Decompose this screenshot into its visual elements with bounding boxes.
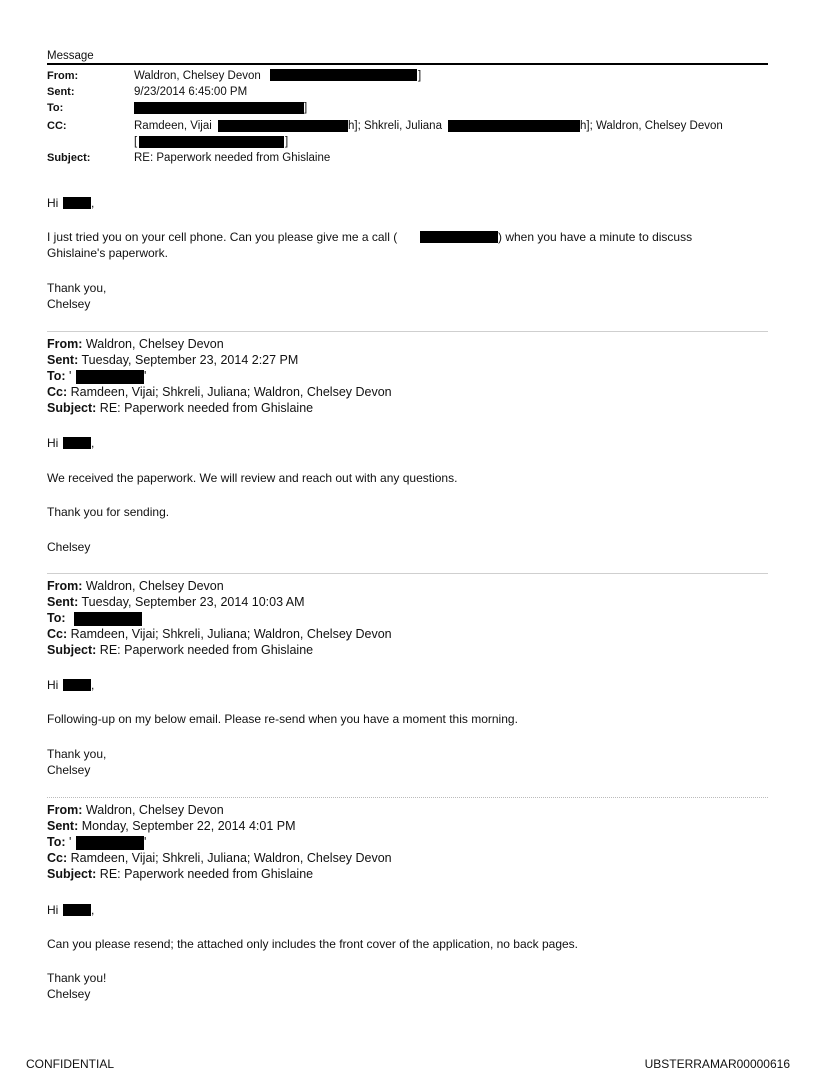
signature: Chelsey: [47, 540, 91, 554]
from-value: Waldron, Chelsey Devon: [134, 70, 261, 82]
to-label: To:: [47, 102, 64, 114]
message-label: Message: [47, 50, 94, 62]
quoted-to-close: ': [144, 369, 147, 383]
greeting: Hi: [47, 678, 59, 692]
quoted-sent: Sent: Monday, September 22, 2014 4:01 PM: [47, 819, 296, 833]
redaction: [63, 679, 91, 691]
redaction: [63, 437, 91, 449]
quoted-cc: Cc: Ramdeen, Vijai; Shkreli, Juliana; Waldron, Chelsey Devon: [47, 627, 392, 641]
sent-label: Sent:: [47, 86, 75, 98]
quoted-from: From: Waldron, Chelsey Devon: [47, 803, 224, 817]
redaction: [270, 69, 417, 81]
signoff: Thank you,: [47, 281, 107, 295]
cc-value-2: h]; Shkreli, Juliana: [348, 120, 442, 132]
sent-value: 9/23/2014 6:45:00 PM: [134, 86, 248, 98]
quoted-subject: Subject: RE: Paperwork needed from Ghislaine: [47, 867, 314, 881]
header-rule: [47, 63, 768, 65]
signoff: Thank you,: [47, 747, 107, 761]
body-line: I just tried you on your cell phone. Can you please give me a call (: [47, 230, 398, 244]
greeting-comma: ,: [91, 436, 95, 450]
quoted-cc: Cc: Ramdeen, Vijai; Shkreli, Juliana; Waldron, Chelsey Devon: [47, 385, 392, 399]
redaction: [420, 231, 498, 243]
redaction: [63, 197, 91, 209]
quoted-from: From: Waldron, Chelsey Devon: [47, 579, 224, 593]
cc-open-bracket: [: [134, 136, 138, 148]
signature: Chelsey: [47, 763, 91, 777]
body-line: ) when you have a minute to discuss: [498, 230, 693, 244]
cc-label: CC:: [47, 120, 67, 132]
greeting-comma: ,: [91, 903, 95, 917]
greeting-comma: ,: [91, 678, 95, 692]
divider: [47, 573, 768, 574]
signoff: Thank you!: [47, 971, 107, 985]
to-close-bracket: ]: [304, 102, 308, 114]
body-line: Can you please resend; the attached only includes the front cover of the application, no back pages.: [47, 937, 579, 951]
redaction: [448, 120, 580, 132]
body-line: We received the paperwork. We will review and reach out with any questions.: [47, 471, 458, 485]
quoted-subject: Subject: RE: Paperwork needed from Ghislaine: [47, 643, 314, 657]
greeting: Hi: [47, 903, 59, 917]
quoted-to-close: ': [144, 835, 147, 849]
redaction: [139, 136, 284, 148]
greeting: Hi: [47, 436, 59, 450]
divider: [47, 331, 768, 332]
from-close-bracket: ]: [418, 70, 422, 82]
cc-value-1: Ramdeen, Vijai: [134, 120, 212, 132]
signature: Chelsey: [47, 297, 91, 311]
quoted-to: To:: [47, 611, 66, 625]
quoted-from: From: Waldron, Chelsey Devon: [47, 337, 224, 351]
cc-close-bracket: ]: [285, 136, 289, 148]
redaction: [134, 102, 304, 114]
bates-number: UBSTERRAMAR00000616: [644, 1057, 790, 1071]
redaction: [76, 369, 147, 384]
quoted-sent: Sent: Tuesday, September 23, 2014 2:27 PM: [47, 353, 299, 367]
quoted-subject: Subject: RE: Paperwork needed from Ghislaine: [47, 401, 314, 415]
greeting: Hi: [47, 196, 59, 210]
subject-value: RE: Paperwork needed from Ghislaine: [134, 152, 331, 164]
redaction: [218, 120, 348, 132]
cc-value-3: h]; Waldron, Chelsey Devon: [580, 120, 723, 132]
body-line: Ghislaine's paperwork.: [47, 246, 169, 260]
greeting-comma: ,: [91, 196, 95, 210]
body-line: Following-up on my below email. Please re-send when you have a moment this morning.: [47, 712, 518, 726]
confidential-label: CONFIDENTIAL: [26, 1057, 115, 1071]
redaction: [76, 835, 147, 850]
quoted-sent: Sent: Tuesday, September 23, 2014 10:03 AM: [47, 595, 305, 609]
quoted-to: To: ': [47, 369, 72, 383]
from-label: From:: [47, 70, 79, 82]
signature: Chelsey: [47, 987, 91, 1001]
redaction: [74, 612, 142, 626]
quoted-cc: Cc: Ramdeen, Vijai; Shkreli, Juliana; Waldron, Chelsey Devon: [47, 851, 392, 865]
divider: [47, 797, 768, 798]
body-line: Thank you for sending.: [47, 505, 170, 519]
subject-label: Subject:: [47, 152, 91, 164]
quoted-to: To: ': [47, 835, 72, 849]
redaction: [63, 904, 91, 916]
